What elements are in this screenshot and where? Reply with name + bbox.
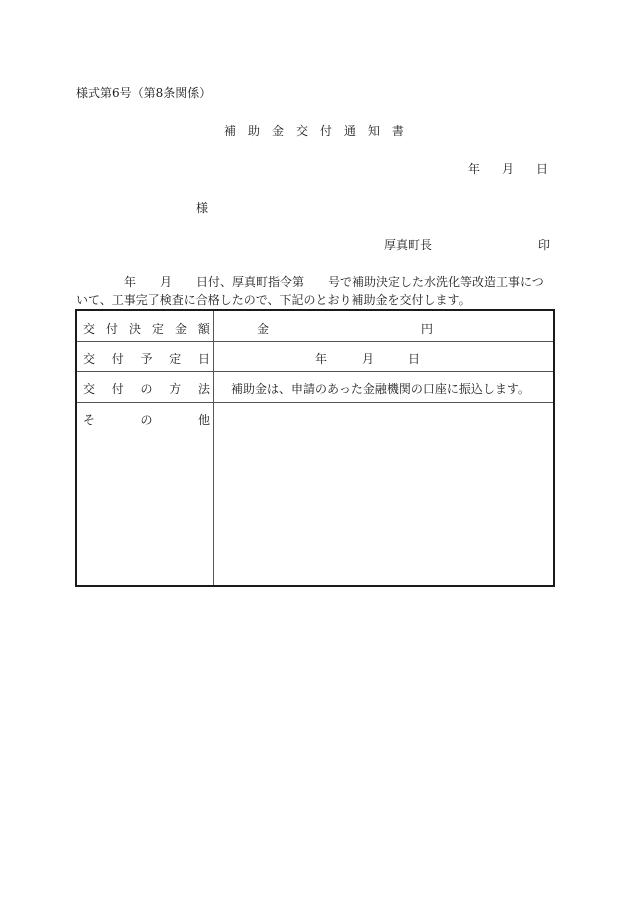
- title-char: 交: [295, 124, 308, 138]
- form-number: 様式第6号（第8条関係）: [76, 86, 212, 100]
- label-char: 定: [169, 352, 182, 366]
- date-month-label: 月: [362, 352, 375, 366]
- table-row-amount: [77, 311, 553, 342]
- body-text: 年 月 日付、厚真町指令第 号で補助決定した水洗化等改造工事について、工事完了検査に合格したので、下記のとおり補助金を交付します。: [76, 275, 544, 307]
- payment-method-text: 補助金は、申請のあった金融機関の口座に振込します。: [231, 382, 530, 396]
- date-day-label: 日: [408, 352, 421, 366]
- title-char: 知: [367, 124, 380, 138]
- amount-unit: 円: [421, 322, 434, 336]
- label-char: 付: [111, 352, 124, 366]
- column-divider: [213, 311, 214, 341]
- row-label: [83, 320, 210, 337]
- title-char: 金: [271, 124, 284, 138]
- label-char: 交: [83, 322, 96, 336]
- detail-table: [75, 309, 555, 587]
- date-year-label: 年: [468, 162, 481, 176]
- addressee-suffix: 様: [196, 201, 209, 215]
- amount-prefix: 金: [257, 322, 270, 336]
- row-label: [83, 380, 210, 397]
- title-char: 助: [247, 124, 260, 138]
- label-char: 金: [174, 322, 187, 336]
- column-divider: [213, 402, 214, 585]
- title-char: 書: [391, 124, 404, 138]
- title-char: 付: [319, 124, 332, 138]
- date-day-label: 日: [535, 162, 548, 176]
- title-char: 通: [343, 124, 356, 138]
- label-char: 交: [83, 352, 96, 366]
- label-char: 予: [140, 352, 153, 366]
- label-char: 日: [197, 352, 210, 366]
- label-char: 付: [111, 382, 124, 396]
- label-char: 付: [105, 322, 118, 336]
- title-char: 補: [224, 124, 237, 138]
- table-row-date: [77, 341, 553, 372]
- label-char: 交: [83, 382, 96, 396]
- row-label: [83, 411, 210, 428]
- column-divider: [213, 341, 214, 371]
- label-char: 額: [197, 322, 210, 336]
- date-month-label: 月: [501, 162, 514, 176]
- label-char: の: [140, 382, 153, 396]
- label-char: の: [140, 413, 153, 427]
- label-char: 法: [197, 382, 210, 396]
- seal-mark: 印: [538, 238, 551, 252]
- table-row-method: [77, 371, 553, 403]
- label-char: 方: [169, 382, 182, 396]
- document-title: [224, 122, 404, 139]
- table-row-other: [77, 402, 553, 585]
- label-char: 他: [197, 413, 210, 427]
- issuer-name: 厚真町長: [384, 238, 433, 252]
- label-char: 決: [128, 322, 141, 336]
- date-year-label: 年: [315, 352, 328, 366]
- issue-date: [468, 160, 548, 177]
- row-label: [83, 350, 210, 367]
- label-char: そ: [83, 413, 96, 427]
- label-char: 定: [151, 322, 164, 336]
- column-divider: [213, 371, 214, 402]
